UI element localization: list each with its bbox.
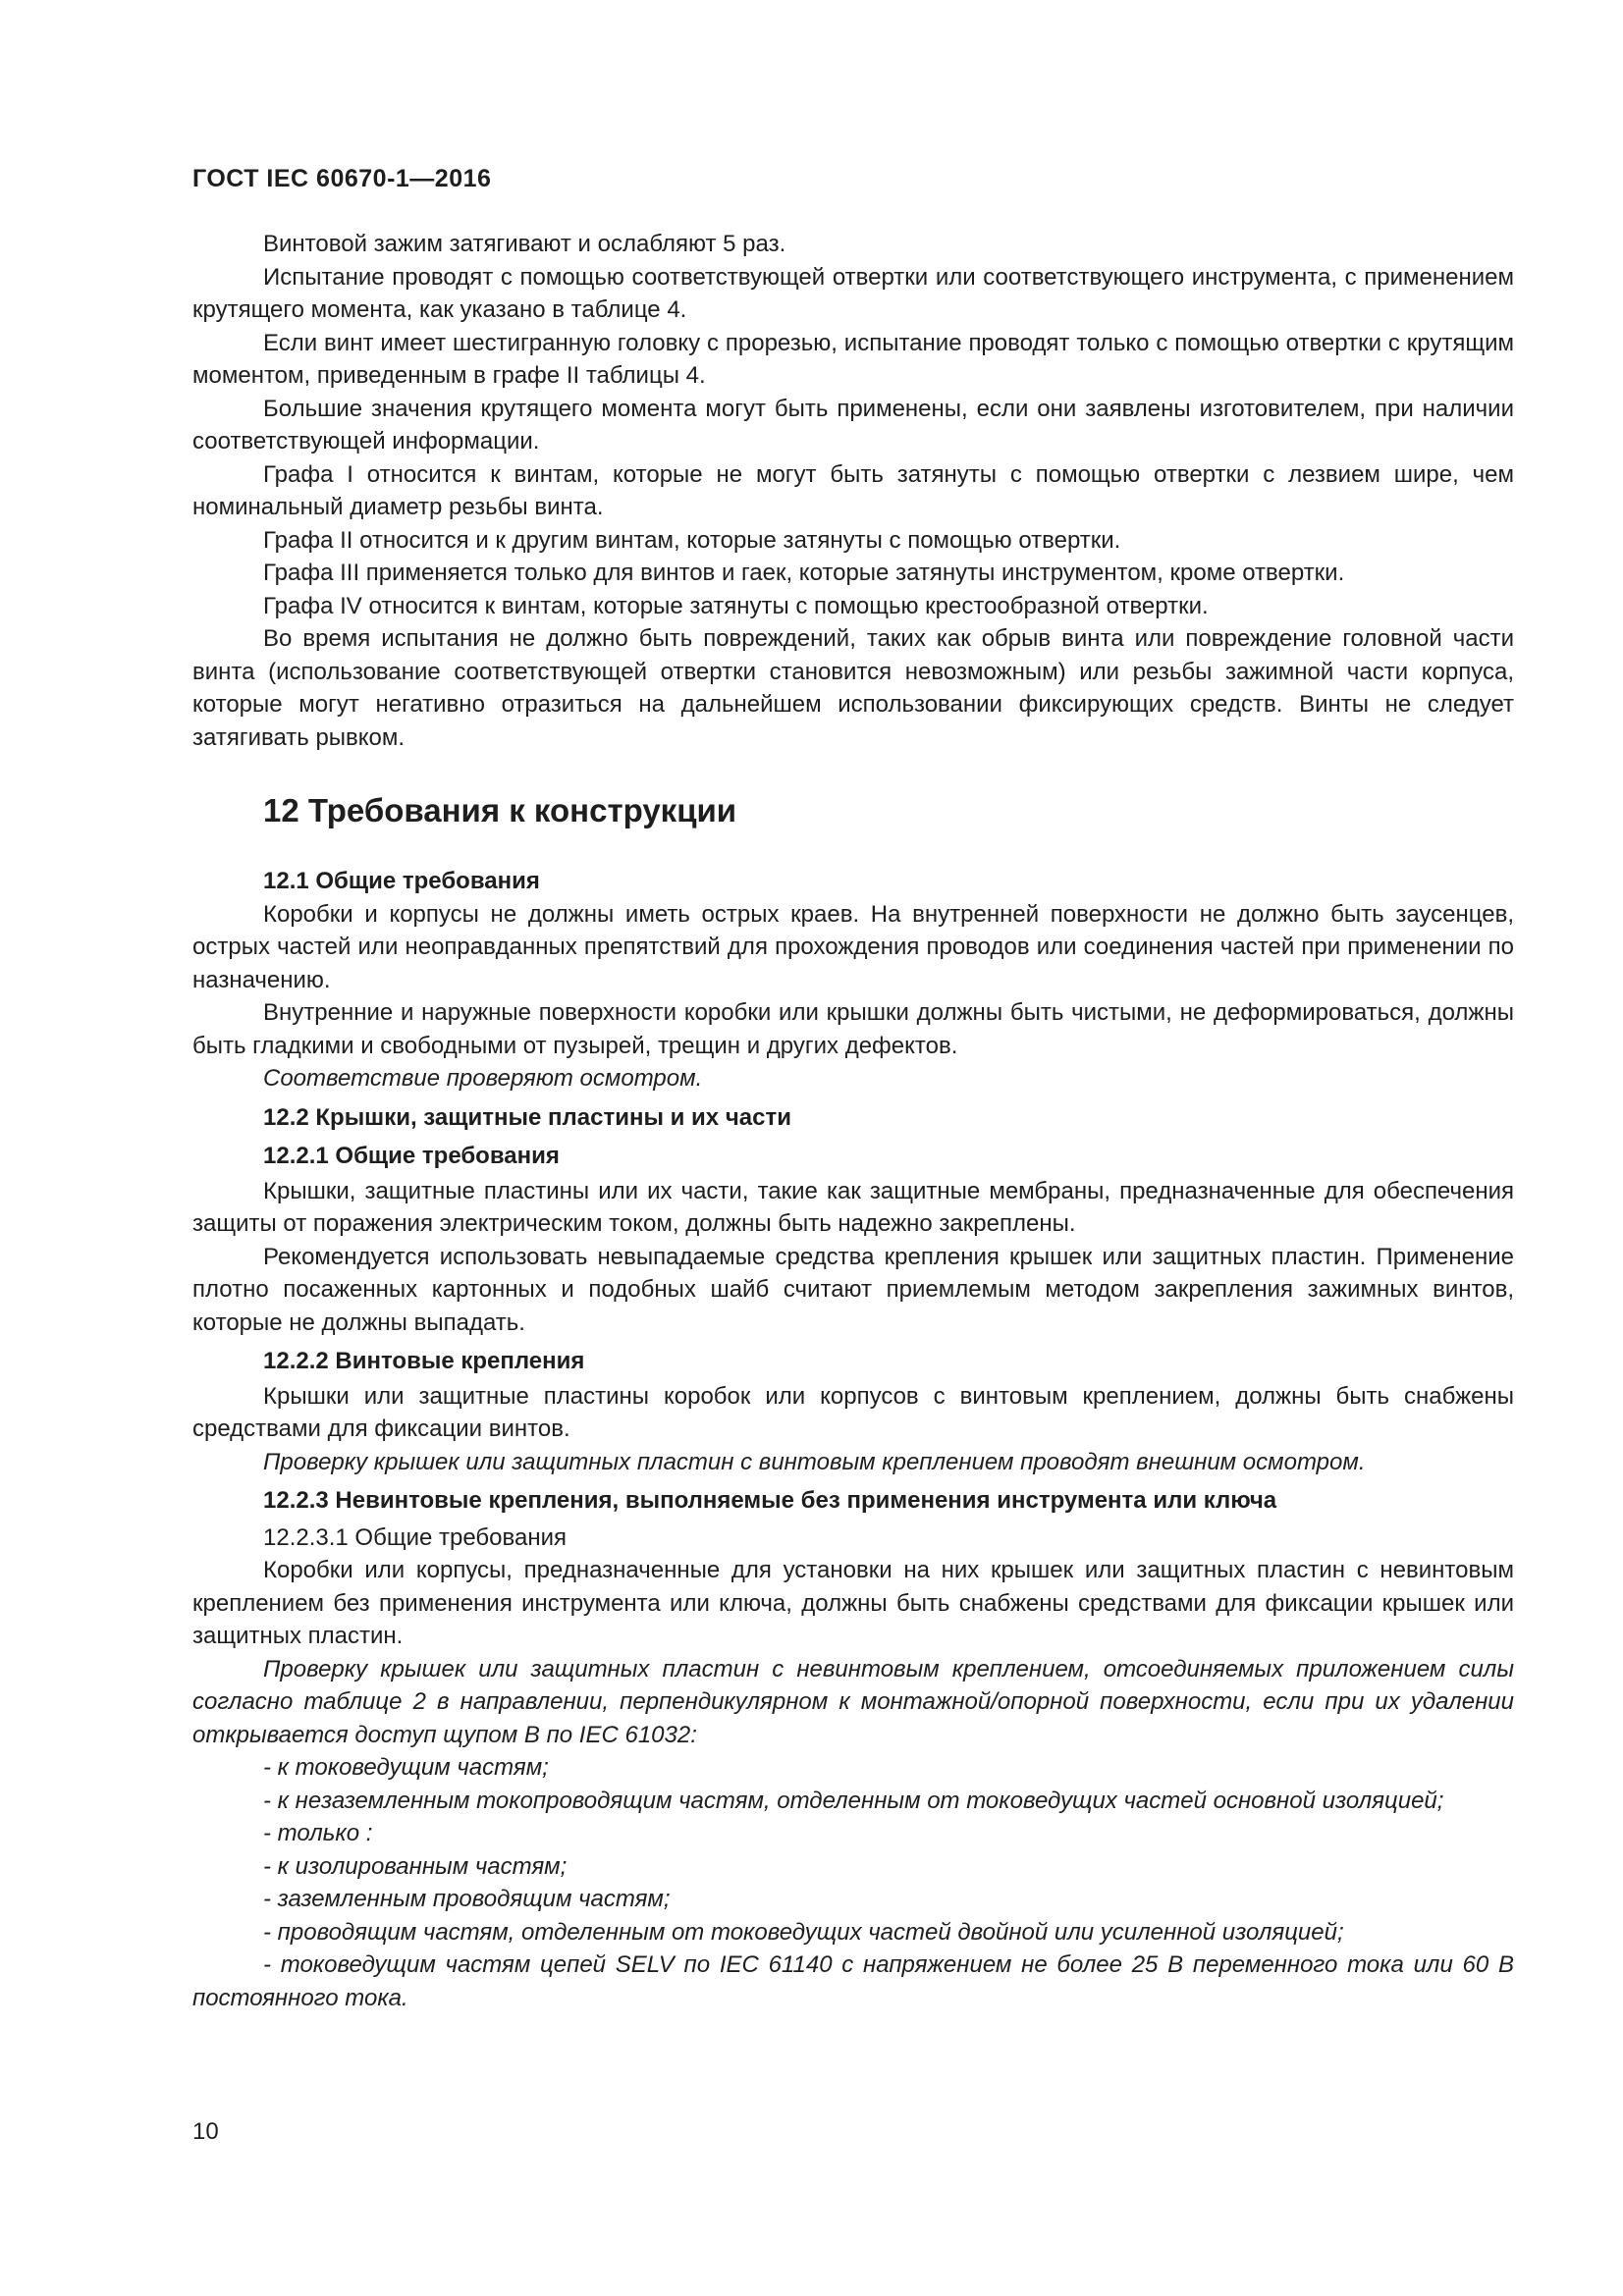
compliance-note: Проверку крышек или защитных пластин с винтовым креплением проводят внешним осмотром.: [263, 1448, 1366, 1475]
paragraph: Коробки или корпусы, предназначенные для установки на них крышек или защитных пластин с невинтовым креплением без применения инструмента или ключа, должны быть снабжены средствами для фиксации крышек или защитных пластин.: [192, 1557, 1514, 1649]
list-item: - к токоведущим частям;: [263, 1754, 549, 1781]
intro-paragraph: Графа I относится к винтам, которые не могут быть затянуты с помощью отвертки с лезвием шире, чем номинальный диаметр резьбы винта.: [192, 460, 1514, 520]
intro-paragraph: Графа IV относится к винтам, которые затянуты с помощью крестообразной отвертки.: [263, 592, 1209, 619]
paragraph: Внутренние и наружные поверхности коробки или крышки должны быть чистыми, не деформироваться, должны быть гладкими и свободными от пузырей, трещин и других дефектов.: [192, 999, 1514, 1059]
compliance-note: Проверку крышек или защитных пластин с невинтовым креплением, отсоединяемых приложением силы согласно таблице 2 в направлении, перпендикулярном к монтажной/опорной поверхности, если при их удалении открывается доступ щупом B по IEC 61032:: [192, 1655, 1514, 1748]
page-number: 10: [192, 2118, 219, 2145]
list-item: - проводящим частям, отделенным от токоведущих частей двойной или усиленной изоляцией;: [263, 1918, 1344, 1946]
list-item: - к незаземленным токопроводящим частям, отделенным от токоведущих частей основной изоляцией;: [263, 1787, 1444, 1814]
section-12-2-1-heading: 12.2.1 Общие требования: [263, 1143, 560, 1169]
document-header: ГОСТ IEC 60670-1—2016: [192, 165, 492, 192]
paragraph: Крышки или защитные пластины коробок или корпусов с винтовым креплением, должны быть снабжены средствами для фиксации винтов.: [192, 1382, 1514, 1442]
section-12-2-3-1-heading: 12.2.3.1 Общие требования: [263, 1523, 567, 1551]
compliance-note: Соответствие проверяют осмотром.: [263, 1065, 703, 1092]
intro-paragraph: Испытание проводят с помощью соответствующей отвертки или соответствующего инструмента, с применением крутящего момента, как указано в таблице 4.: [192, 263, 1514, 323]
paragraph: Рекомендуется использовать невыпадаемые средства крепления крышек или защитных пластин. Применение плотно посаженных картонных и подобных шайб считают приемлемым методом закрепления зажимных винтов, которые не должны выпадать.: [192, 1243, 1514, 1336]
list-item: - токоведущим частям цепей SELV по IEC 61140 с напряжением не более 25 В переменного тока или 60 В постоянного тока.: [192, 1951, 1514, 2011]
section-12-2-heading: 12.2 Крышки, защитные пластины и их части: [263, 1103, 791, 1131]
list-item: - к изолированным частям;: [263, 1852, 568, 1880]
intro-paragraph: Большие значения крутящего момента могут быть применены, если они заявлены изготовителем, при наличии соответствующей информации.: [192, 395, 1514, 454]
paragraph: Коробки и корпусы не должны иметь острых краев. На внутренней поверхности не должно быть заусенцев, острых частей или неоправданных препятствий для прохождения проводов или соединения частей при применении по назначению.: [192, 900, 1514, 993]
intro-paragraph: Во время испытания не должно быть повреждений, таких как обрыв винта или повреждение головной части винта (использование соответствующей отвертки становится невозможным) или резьбы зажимной части корпуса, которые могут негативно отразиться на дальнейшем использовании фиксирующих средств. Винты не следует затягивать рывком.: [192, 625, 1514, 751]
section-12-heading: 12 Требования к конструкции: [263, 792, 737, 828]
intro-paragraph: Винтовой зажим затягивают и ослабляют 5 раз.: [263, 231, 786, 257]
section-12-1-heading: 12.1 Общие требования: [263, 868, 540, 894]
intro-paragraph: Если винт имеет шестигранную головку с прорезью, испытание проводят только с помощью отвертки с крутящим моментом, приведенным в графе II таблицы 4.: [192, 329, 1514, 389]
paragraph: Крышки, защитные пластины или их части, такие как защитные мембраны, предназначенные для обеспечения защиты от поражения электрическим током, должны быть надежно закреплены.: [192, 1177, 1514, 1237]
intro-paragraph: Графа III применяется только для винтов и гаек, которые затянуты инструментом, кроме отвертки.: [263, 560, 1345, 586]
section-12-2-2-heading: 12.2.2 Винтовые крепления: [263, 1348, 585, 1374]
list-item: - заземленным проводящим частям;: [263, 1886, 671, 1912]
section-12-2-3-heading: 12.2.3 Невинтовые крепления, выполняемые без применения инструмента или ключа: [263, 1487, 1277, 1514]
list-item: - только :: [263, 1820, 373, 1846]
document-body: [192, 228, 1514, 2014]
intro-paragraph: Графа II относится и к другим винтам, которые затянуты с помощью отвертки.: [263, 526, 1121, 554]
